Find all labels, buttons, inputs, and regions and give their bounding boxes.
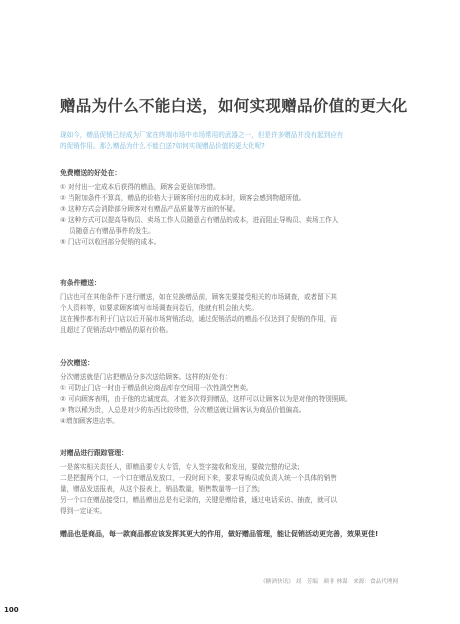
list-item: ④ 这种方式可以提高导购员、卖场工作人员随意占有赠品的成本，进而阻止导购员、卖场工作人 bbox=[60, 216, 339, 224]
list-item: 员随意占有赠品事件的发生。 bbox=[69, 227, 155, 235]
section-heading: 免费赠送的好处在： bbox=[60, 169, 122, 177]
summary-paragraph: 赠品也是商品，每一款商品都应该发挥其更大的作用，做好赠品管理，能让促销活动更完善，效果更佳! bbox=[60, 530, 379, 538]
list-item: ① 可防止门店一时由于赠品供应商品库存空间用一次性满空售卖。 bbox=[60, 384, 253, 392]
list-item: ④增加顾客进店率。 bbox=[60, 417, 119, 425]
section-free-gift bbox=[60, 168, 400, 248]
paragraph-line: 这在操作都有利于门店以后开展市场营销活动，通过促销活动的赠品不仅达到了促销的作用，而 bbox=[60, 315, 337, 323]
paragraph-line: 门店也可在其他条件下进行赠送，如在兑换赠品前，顾客先要接受相关的市场调查，或者留下其 bbox=[60, 293, 337, 301]
section-conditional-gift bbox=[60, 278, 400, 336]
section-gift-management bbox=[60, 448, 400, 517]
intro-paragraph bbox=[60, 130, 400, 152]
section-heading: 分次赠送： bbox=[60, 359, 94, 367]
paragraph-line: 个人资料等，如要求顾客填写市场调查问卷后，他就有机会抽大奖。 bbox=[60, 304, 258, 312]
paragraph-line: 另一个口在赠品接受口，赠品赠出总是有记录的，关键是赠给谁，通过电话采访、抽查，就可以 bbox=[60, 496, 337, 504]
page-number: 100 bbox=[4, 606, 19, 614]
source-citation: 《糖酒快讯》 刘 芳编 颜非 林谋 来源：食品代理网 bbox=[260, 579, 398, 585]
section-installment-gift bbox=[60, 358, 400, 427]
section-heading: 对赠品进行跟踪管理： bbox=[60, 449, 128, 457]
paragraph-line: 二是把握两个口，一个口在赠品发放口，一段时间下来，要求导购员或负责人统一个具体的销售 bbox=[60, 474, 337, 482]
list-item: ② 当附加条件不算高，赠品的价格大于顾客所付出的成本时，顾客会感到物超所值。 bbox=[60, 194, 306, 202]
list-item: ⑤ 门店可以收回部分促销的成本。 bbox=[60, 238, 161, 246]
list-item: ③ 物以稀为贵，人总是对少的东西比较珍惜，分次赠送就让顾客认为商品价值偏高。 bbox=[60, 406, 306, 414]
list-item: ③ 这种方式会消除部分顾客对有赠品产品质量等方面的怀疑。 bbox=[60, 205, 240, 213]
paragraph-line: 得到一定证实。 bbox=[60, 507, 107, 515]
paragraph-line: 且超过了促销活动中赠品的原有价格。 bbox=[60, 326, 173, 334]
article-title: 赠品为什么不能白送，如何实现赠品价值的更大化 bbox=[60, 97, 408, 115]
section-heading: 有条件赠送： bbox=[60, 279, 101, 287]
paragraph-line: 量，赠品发送报表，从这个报表上，销品数量，销售数量等一目了然; bbox=[60, 485, 261, 493]
intro-line: 的促销作用。那么赠品为什么不能白送?如何实现赠品价值的更大化呢? bbox=[60, 142, 265, 150]
paragraph-line: 一是落实相关责任人，即赠品要专人专管，专人签字接收和发出，要做完整的记录; bbox=[60, 463, 300, 471]
list-item: ② 可向顾客表明，由于他的忠诚度高，才能多次得到赠品，这样可以让顾客以为是对他的特别照顾。 bbox=[60, 395, 352, 403]
paragraph-line: 分次赠送就是门店把赠品分多次送给顾客。这样的好处有： bbox=[60, 373, 232, 381]
intro-line: 现如今，赠品促销已经成为厂家在终端市场中市场常用的武器之一，但是许多赠品并没有起到应有 bbox=[60, 131, 344, 139]
list-item: ① 对付出一定成本后获得的赠品，顾客会更倍加珍惜。 bbox=[60, 183, 220, 191]
